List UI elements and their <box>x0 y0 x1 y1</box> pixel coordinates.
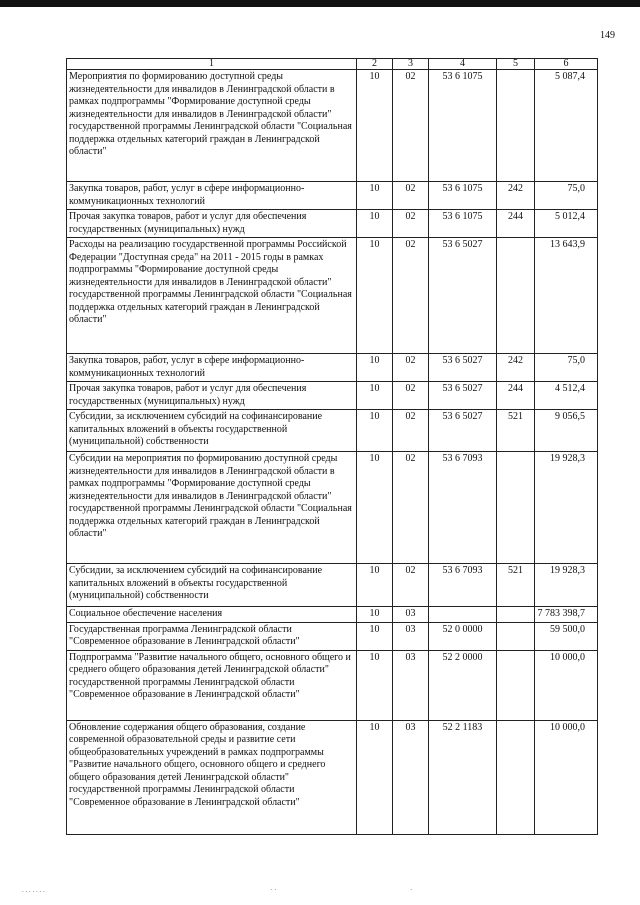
row-subsection: 03 <box>393 720 429 834</box>
header-col-6: 6 <box>535 59 598 70</box>
row-name: Субсидии, за исключением субсидий на софинансирование капитальных вложений в объекты государственной (муниципальной) собственности <box>67 564 357 607</box>
row-name: Социальное обеспечение населения <box>67 607 357 623</box>
table-row <box>67 410 598 452</box>
row-subsection: 02 <box>393 210 429 238</box>
row-amount: 59 500,0 <box>535 622 598 650</box>
row-amount: 13 643,9 <box>535 238 598 354</box>
row-subsection: 02 <box>393 564 429 607</box>
row-amount: 10 000,0 <box>535 720 598 834</box>
budget-table <box>66 58 598 835</box>
row-amount: 19 928,3 <box>535 452 598 564</box>
row-target-article: 53 6 5027 <box>429 382 497 410</box>
table-row <box>67 382 598 410</box>
row-section: 10 <box>357 410 393 452</box>
row-subsection: 03 <box>393 622 429 650</box>
row-target-article: 53 6 5027 <box>429 238 497 354</box>
row-name: Обновление содержания общего образования, создание современной образовательной среды и развитие сети общеобразовательных учреждений в рамках подпрограммы "Развитие начального общего, основного общего и среднего общего образования детей Ленинградской области" государственной программы Ленинградской области "Современное образование в Ленинградской области" <box>67 720 357 834</box>
row-target-article: 53 6 1075 <box>429 210 497 238</box>
row-name: Закупка товаров, работ, услуг в сфере информационно-коммуникационных технологий <box>67 354 357 382</box>
row-amount: 5 087,4 <box>535 70 598 182</box>
row-expense-type <box>497 720 535 834</box>
row-target-article: 53 6 1075 <box>429 182 497 210</box>
row-amount: 4 512,4 <box>535 382 598 410</box>
row-section: 10 <box>357 382 393 410</box>
row-amount: 75,0 <box>535 182 598 210</box>
row-expense-type <box>497 607 535 623</box>
row-subsection: 02 <box>393 182 429 210</box>
row-target-article: 52 0 0000 <box>429 622 497 650</box>
table-row <box>67 210 598 238</box>
row-name: Государственная программа Ленинградской области "Современное образование в Ленинградской области" <box>67 622 357 650</box>
table-row <box>67 607 598 623</box>
row-section: 10 <box>357 238 393 354</box>
table-row <box>67 70 598 182</box>
row-expense-type: 244 <box>497 382 535 410</box>
header-col-2: 2 <box>357 59 393 70</box>
row-amount: 5 012,4 <box>535 210 598 238</box>
table-row <box>67 182 598 210</box>
header-col-4: 4 <box>429 59 497 70</box>
row-section: 10 <box>357 720 393 834</box>
row-name: Мероприятия по формированию доступной среды жизнедеятельности для инвалидов в Ленинградской области в рамках подпрограммы "Формирование доступной среды жизнедеятельности для инвалидов в Ленинградской области" государственной программы Ленинградской области "Социальная поддержка отдельных категорий граждан в Ленинградской области" <box>67 70 357 182</box>
row-target-article: 53 6 7093 <box>429 452 497 564</box>
row-target-article: 53 6 5027 <box>429 410 497 452</box>
header-col-3: 3 <box>393 59 429 70</box>
row-section: 10 <box>357 354 393 382</box>
table-row <box>67 564 598 607</box>
row-section: 10 <box>357 210 393 238</box>
row-name: Закупка товаров, работ, услуг в сфере информационно-коммуникационных технологий <box>67 182 357 210</box>
row-expense-type <box>497 622 535 650</box>
table-row <box>67 650 598 720</box>
row-subsection: 02 <box>393 382 429 410</box>
row-expense-type: 244 <box>497 210 535 238</box>
row-name: Прочая закупка товаров, работ и услуг для обеспечения государственных (муниципальных) нужд <box>67 382 357 410</box>
table-row <box>67 354 598 382</box>
row-amount: 9 056,5 <box>535 410 598 452</box>
row-target-article: 52 2 0000 <box>429 650 497 720</box>
row-section: 10 <box>357 182 393 210</box>
row-amount: 10 000,0 <box>535 650 598 720</box>
row-subsection: 02 <box>393 238 429 354</box>
row-section: 10 <box>357 607 393 623</box>
row-name: Подпрограмма "Развитие начального общего, основного общего и среднего общего образования детей Ленинградской области" государственной программы Ленинградской области "Современное образование в Ленинградской области" <box>67 650 357 720</box>
header-col-5: 5 <box>497 59 535 70</box>
row-target-article: 52 2 1183 <box>429 720 497 834</box>
row-name: Расходы на реализацию государственной программы Российской Федерации "Доступная среда" на 2011 - 2015 годы в рамках подпрограммы "Формирование доступной среды жизнедеятельности для инвалидов в Ленинградской области" государственной программы Ленинградской области "Социальная поддержка отдельных категорий граждан в Ленинградской области" <box>67 238 357 354</box>
scan-top-border <box>0 0 640 7</box>
row-subsection: 02 <box>393 354 429 382</box>
row-section: 10 <box>357 650 393 720</box>
row-subsection: 03 <box>393 607 429 623</box>
row-subsection: 02 <box>393 70 429 182</box>
row-section: 10 <box>357 622 393 650</box>
table-row <box>67 452 598 564</box>
table-row <box>67 238 598 354</box>
row-target-article <box>429 607 497 623</box>
row-amount: 19 928,3 <box>535 564 598 607</box>
row-expense-type <box>497 238 535 354</box>
row-subsection: 02 <box>393 410 429 452</box>
table-row <box>67 720 598 834</box>
table-row <box>67 622 598 650</box>
page-number: 149 <box>600 30 615 41</box>
row-expense-type: 521 <box>497 410 535 452</box>
row-expense-type: 242 <box>497 182 535 210</box>
row-name: Прочая закупка товаров, работ и услуг для обеспечения государственных (муниципальных) нужд <box>67 210 357 238</box>
row-subsection: 03 <box>393 650 429 720</box>
row-amount: 75,0 <box>535 354 598 382</box>
row-name: Субсидии, за исключением субсидий на софинансирование капитальных вложений в объекты государственной (муниципальной) собственности <box>67 410 357 452</box>
row-name: Субсидии на мероприятия по формированию доступной среды жизнедеятельности для инвалидов в Ленинградской области в рамках подпрограммы "Формирование доступной среды жизнедеятельности для инвалидов в Ленинградской области" государственной программы Ленинградской области "Социальная поддержка отдельных категорий граждан в Ленинградской области" <box>67 452 357 564</box>
row-expense-type <box>497 452 535 564</box>
table-header-row <box>67 59 598 70</box>
row-target-article: 53 6 1075 <box>429 70 497 182</box>
row-subsection: 02 <box>393 452 429 564</box>
row-section: 10 <box>357 452 393 564</box>
row-section: 10 <box>357 70 393 182</box>
row-amount: 7 783 398,7 <box>535 607 598 623</box>
row-expense-type <box>497 70 535 182</box>
row-expense-type: 521 <box>497 564 535 607</box>
scan-noise-dots: . . . . . . . · · · <box>22 886 413 894</box>
row-expense-type: 242 <box>497 354 535 382</box>
header-col-1: 1 <box>67 59 357 70</box>
row-target-article: 53 6 5027 <box>429 354 497 382</box>
row-target-article: 53 6 7093 <box>429 564 497 607</box>
row-expense-type <box>497 650 535 720</box>
row-section: 10 <box>357 564 393 607</box>
